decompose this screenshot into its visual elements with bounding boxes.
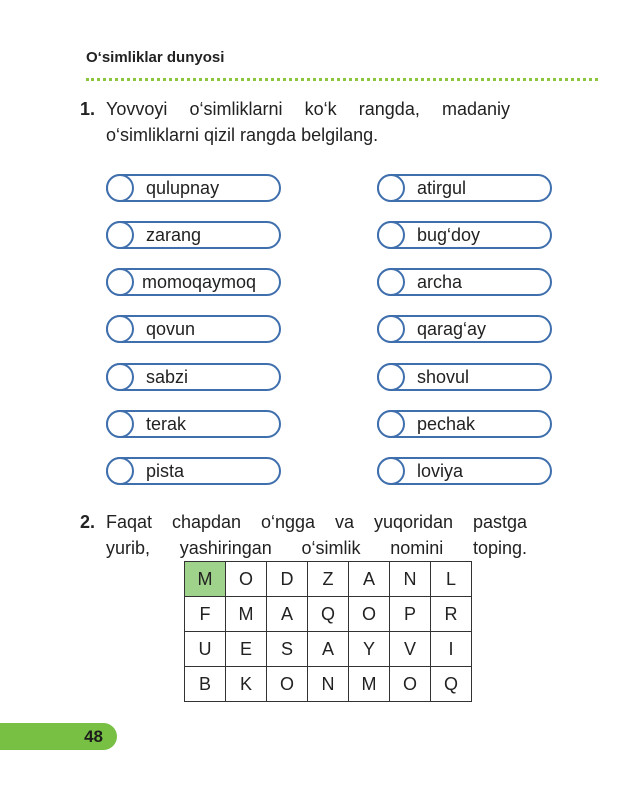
grid-cell[interactable]: N [308,667,349,702]
page-number-tab [0,723,117,750]
grid-cell[interactable]: Z [308,562,349,597]
grid-cell[interactable]: O [226,562,267,597]
plant-label: zarang [146,225,202,245]
answer-circle[interactable] [377,363,405,391]
plant-label: pechak [417,414,476,434]
task2-line-1: Faqat chapdan o‘ngga va yuqoridan pastga [106,512,527,532]
grid-cell[interactable]: S [267,632,308,667]
task1-number: 1. [80,99,96,119]
page-number: 48 [84,727,103,746]
answer-circle[interactable] [106,315,134,343]
grid-cell[interactable]: A [349,562,390,597]
grid-cell[interactable]: O [267,667,308,702]
grid-cell[interactable]: Q [308,597,349,632]
grid-row [185,632,472,667]
grid-cell[interactable]: V [390,632,431,667]
answer-circle[interactable] [106,221,134,249]
task1-line-1: Yovvoyi o‘simliklarni ko‘k rangda, madaniy [106,99,510,119]
answer-circle[interactable] [377,457,405,485]
grid-cell[interactable]: U [185,632,226,667]
plant-label: archa [417,272,463,292]
plant-option-bugdoy[interactable] [377,221,552,249]
answer-circle[interactable] [377,315,405,343]
plant-label: terak [146,414,187,434]
plant-option-momoqaymoq[interactable] [106,268,281,296]
answer-circle[interactable] [377,268,405,296]
grid-cell[interactable]: M [226,597,267,632]
plant-option-sabzi[interactable] [106,363,281,391]
answer-circle[interactable] [106,174,134,202]
grid-row [185,562,472,597]
answer-circle[interactable] [106,363,134,391]
plant-option-archa[interactable] [377,268,552,296]
plant-option-zarang[interactable] [106,221,281,249]
plant-option-qaragay[interactable] [377,315,552,343]
grid-cell[interactable]: A [267,597,308,632]
task1-instruction [106,96,510,148]
grid-cell[interactable]: Q [431,667,472,702]
plant-option-loviya[interactable] [377,457,552,485]
plant-label: sabzi [146,367,189,387]
answer-circle[interactable] [377,174,405,202]
task2-number: 2. [80,512,96,532]
plant-label: shovul [417,367,470,387]
dotted-divider [86,78,598,81]
grid-cell[interactable]: K [226,667,267,702]
grid-cell[interactable]: N [390,562,431,597]
plant-option-pechak[interactable] [377,410,552,438]
task2-instruction [106,509,527,561]
answer-circle[interactable] [377,221,405,249]
grid-cell[interactable]: O [390,667,431,702]
answer-circle[interactable] [106,410,134,438]
plant-option-shovul[interactable] [377,363,552,391]
plant-label: pista [146,461,185,481]
plant-option-qulupnay[interactable] [106,174,281,202]
plant-label: loviya [417,461,464,481]
plant-option-atirgul[interactable] [377,174,552,202]
grid-cell[interactable]: O [349,597,390,632]
grid-cell[interactable]: A [308,632,349,667]
grid-cell[interactable]: Y [349,632,390,667]
grid-row [185,667,472,702]
grid-cell[interactable]: R [431,597,472,632]
grid-cell[interactable]: D [267,562,308,597]
grid-cell[interactable]: M [349,667,390,702]
grid-cell[interactable]: B [185,667,226,702]
plant-label: bug‘doy [417,225,481,245]
grid-cell-highlighted[interactable]: M [185,562,226,597]
answer-circle[interactable] [106,457,134,485]
plant-option-pista[interactable] [106,457,281,485]
grid-cell[interactable]: P [390,597,431,632]
task1-line-2: o‘simliklarni qizil rangda belgilang. [106,125,379,145]
letter-grid [184,561,472,702]
plant-label: qovun [146,319,196,339]
grid-cell[interactable]: F [185,597,226,632]
plant-option-qovun[interactable] [106,315,281,343]
answer-circle[interactable] [106,268,134,296]
grid-cell[interactable]: E [226,632,267,667]
answer-circle[interactable] [377,410,405,438]
plant-label: atirgul [417,178,467,198]
grid-cell[interactable]: I [431,632,472,667]
plant-label: qulupnay [146,178,220,198]
grid-cell[interactable]: L [431,562,472,597]
task2-line-2: yurib, yashiringan o‘simlik nomini toping. [106,538,527,558]
chapter-title: O‘simliklar dunyosi [86,49,225,66]
plant-label: qarag‘ay [417,319,487,339]
grid-row [185,597,472,632]
plant-option-terak[interactable] [106,410,281,438]
plant-label: momoqaymoq [142,272,257,292]
